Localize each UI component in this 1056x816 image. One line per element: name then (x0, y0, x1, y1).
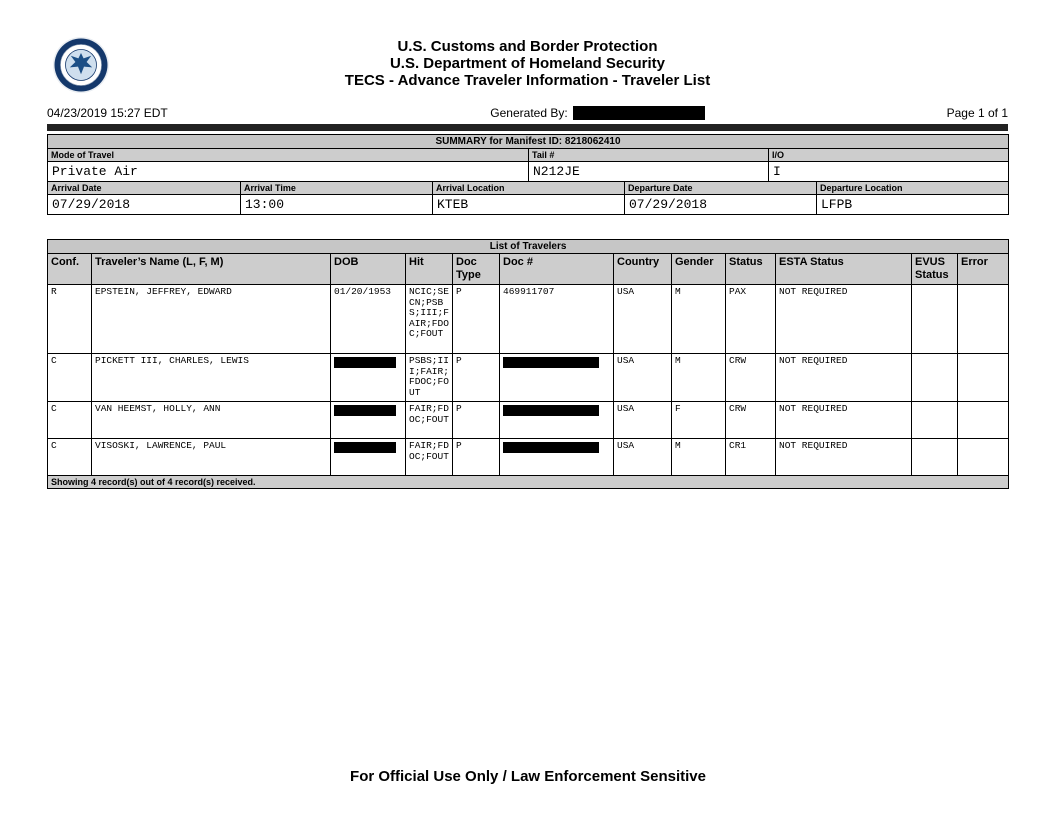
dob-redaction-box (334, 357, 396, 368)
cell-evus-status (912, 354, 958, 402)
cell-country: USA (614, 402, 672, 439)
cell-error (958, 285, 1009, 354)
value-arrival-date: 07/29/2018 (48, 195, 241, 215)
travelers-table (47, 239, 1009, 489)
cell-esta-status: NOT REQUIRED (776, 285, 912, 354)
doc-number-redaction-box (503, 442, 599, 453)
col-header-country: Country (614, 254, 672, 285)
col-header-name: Traveler’s Name (L, F, M) (92, 254, 331, 285)
cell-hit: NCIC;SECN;PSBS;III;FAIR;FDOC;FOUT (406, 285, 453, 354)
dhs-seal-logo (52, 36, 110, 94)
generated-by-redaction-box (573, 106, 705, 120)
col-header-dob: DOB (331, 254, 406, 285)
cell-doc-type: P (453, 354, 500, 402)
col-header-doc-type: Doc Type (453, 254, 500, 285)
report-title-block (47, 38, 1008, 89)
col-header-evus-status: EVUS Status (912, 254, 958, 285)
header-divider-bar (47, 124, 1008, 131)
cell-name: VISOSKI, LAWRENCE, PAUL (92, 439, 331, 476)
label-mode-of-travel: Mode of Travel (48, 149, 529, 162)
cell-dob: 01/20/1953 (331, 285, 406, 354)
col-header-status: Status (726, 254, 776, 285)
cell-gender: M (672, 439, 726, 476)
cell-doc-number (500, 354, 614, 402)
cell-error (958, 439, 1009, 476)
cell-esta-status: NOT REQUIRED (776, 439, 912, 476)
summary-table-arrivals (47, 181, 1009, 215)
cell-conf: C (48, 354, 92, 402)
cell-conf: C (48, 439, 92, 476)
value-arrival-location: KTEB (433, 195, 625, 215)
generated-by-group (347, 106, 848, 120)
cell-evus-status (912, 285, 958, 354)
cell-doc-type: P (453, 285, 500, 354)
cell-gender: F (672, 402, 726, 439)
cell-status: PAX (726, 285, 776, 354)
col-header-esta-status: ESTA Status (776, 254, 912, 285)
cell-status: CRW (726, 354, 776, 402)
col-header-error: Error (958, 254, 1009, 285)
cell-conf: R (48, 285, 92, 354)
cell-doc-number (500, 439, 614, 476)
report-header (47, 0, 1008, 96)
label-io: I/O (769, 149, 1009, 162)
col-header-doc-number: Doc # (500, 254, 614, 285)
cell-status: CRW (726, 402, 776, 439)
title-line-department: U.S. Department of Homeland Security (389, 55, 666, 72)
title-line-report: TECS - Advance Traveler Information - Traveler List (344, 72, 711, 89)
cell-doc-number: 469911707 (500, 285, 614, 354)
cell-hit: FAIR;FDOC;FOUT (406, 439, 453, 476)
doc-number-redaction-box (503, 357, 599, 368)
label-arrival-location: Arrival Location (433, 182, 625, 195)
cell-gender: M (672, 354, 726, 402)
cell-dob (331, 439, 406, 476)
fouo-footer: For Official Use Only / Law Enforcement Sensitive (350, 768, 706, 785)
report-timestamp: 04/23/2019 15:27 EDT (47, 106, 168, 120)
cell-name: EPSTEIN, JEFFREY, EDWARD (92, 285, 331, 354)
cell-gender: M (672, 285, 726, 354)
value-mode-of-travel: Private Air (48, 162, 529, 182)
cell-conf: C (48, 402, 92, 439)
label-arrival-date: Arrival Date (48, 182, 241, 195)
cell-country: USA (614, 439, 672, 476)
col-header-gender: Gender (672, 254, 726, 285)
cell-dob (331, 354, 406, 402)
col-header-conf: Conf. (48, 254, 92, 285)
travelers-title-bar: List of Travelers (48, 240, 1009, 254)
cell-evus-status (912, 439, 958, 476)
cell-doc-number (500, 402, 614, 439)
value-tail-number: N212JE (529, 162, 769, 182)
col-header-hit: Hit (406, 254, 453, 285)
dob-redaction-box (334, 405, 396, 416)
cell-evus-status (912, 402, 958, 439)
label-arrival-time: Arrival Time (241, 182, 433, 195)
value-departure-location: LFPB (817, 195, 1009, 215)
records-count-footer: Showing 4 record(s) out of 4 record(s) received. (48, 476, 1009, 489)
value-io: I (769, 162, 1009, 182)
traveler-row (48, 354, 1009, 402)
cell-doc-type: P (453, 439, 500, 476)
cell-dob (331, 402, 406, 439)
label-departure-date: Departure Date (625, 182, 817, 195)
summary-title-bar: SUMMARY for Manifest ID: 8218062410 (48, 135, 1009, 149)
summary-table (47, 134, 1009, 182)
cell-doc-type: P (453, 402, 500, 439)
page-number: Page 1 of 1 (946, 106, 1008, 120)
label-tail-number: Tail # (529, 149, 769, 162)
cell-esta-status: NOT REQUIRED (776, 354, 912, 402)
title-line-agency: U.S. Customs and Border Protection (397, 38, 658, 55)
dob-redaction-box (334, 442, 396, 453)
value-departure-date: 07/29/2018 (625, 195, 817, 215)
report-page (47, 0, 1008, 489)
cell-hit: PSBS;III;FAIR;FDOC;FOUT (406, 354, 453, 402)
traveler-row (48, 402, 1009, 439)
cell-country: USA (614, 285, 672, 354)
traveler-row (48, 285, 1009, 354)
cell-country: USA (614, 354, 672, 402)
cell-name: VAN HEEMST, HOLLY, ANN (92, 402, 331, 439)
cell-esta-status: NOT REQUIRED (776, 402, 912, 439)
cell-status: CR1 (726, 439, 776, 476)
value-arrival-time: 13:00 (241, 195, 433, 215)
label-departure-location: Departure Location (817, 182, 1009, 195)
traveler-row (48, 439, 1009, 476)
travelers-header-row (48, 254, 1009, 285)
generated-by-label: Generated By: (490, 106, 568, 120)
cell-name: PICKETT III, CHARLES, LEWIS (92, 354, 331, 402)
doc-number-redaction-box (503, 405, 599, 416)
cell-error (958, 354, 1009, 402)
cell-hit: FAIR;FDOC;FOUT (406, 402, 453, 439)
meta-row (47, 104, 1008, 122)
cell-error (958, 402, 1009, 439)
